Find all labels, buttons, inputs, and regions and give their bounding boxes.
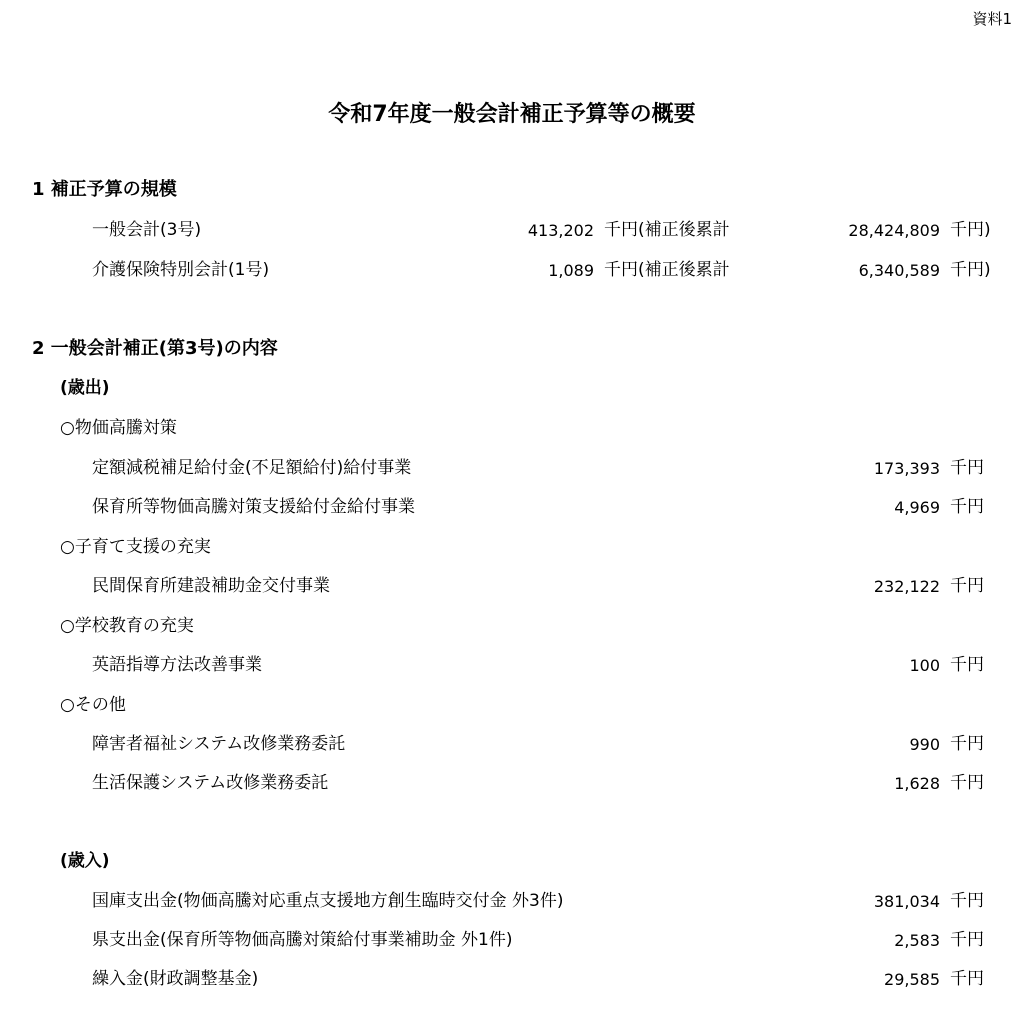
item-name: 生活保護システム改修業務委託 <box>92 773 329 793</box>
item-amount: 232,122 <box>873 577 940 596</box>
item-name: 障害者福祉システム改修業務委託 <box>92 734 346 754</box>
item-unit: 千円 <box>950 773 984 793</box>
expenditure-label: (歳出) <box>60 378 110 398</box>
item-amount: 29,585 <box>884 970 940 989</box>
scale-row-total: 6,340,589 <box>858 261 940 280</box>
item-unit: 千円 <box>950 576 984 596</box>
item-amount: 100 <box>909 656 940 675</box>
item-name: 保育所等物価高騰対策支援給付金給付事業 <box>92 497 415 517</box>
item-unit: 千円 <box>950 969 984 989</box>
item-amount: 1,628 <box>894 774 940 793</box>
item-unit: 千円 <box>950 891 984 911</box>
item-unit: 千円 <box>950 930 984 950</box>
document-label: 資料1 <box>972 10 1012 28</box>
item-name: 定額減税補足給付金(不足額給付)給付事業 <box>92 458 412 478</box>
section1-heading: 1 補正予算の規模 <box>32 179 177 200</box>
scale-row-name: 介護保険特別会計(1号) <box>92 260 270 280</box>
scale-row-name: 一般会計(3号) <box>92 220 202 240</box>
item-amount: 2,583 <box>894 931 940 950</box>
scale-row-total-unit: 千円) <box>950 260 991 280</box>
scale-row-unit: 千円(補正後累計 <box>604 260 730 280</box>
item-name: 民間保育所建設補助金交付事業 <box>92 576 330 596</box>
scale-row-amount: 1,089 <box>548 261 594 280</box>
category-label: ○子育て支援の充実 <box>60 537 211 557</box>
category-label: ○学校教育の充実 <box>60 616 194 636</box>
item-amount: 173,393 <box>873 459 940 478</box>
page-title: 令和7年度一般会計補正予算等の概要 <box>328 102 696 127</box>
category-label: ○その他 <box>60 695 126 715</box>
item-name: 繰入金(財政調整基金) <box>92 969 259 989</box>
item-unit: 千円 <box>950 655 984 675</box>
category-label: ○物価高騰対策 <box>60 418 177 438</box>
item-name: 県支出金(保育所等物価高騰対策給付事業補助金 外1件) <box>92 930 513 950</box>
scale-row-amount: 413,202 <box>527 221 594 240</box>
scale-row-unit: 千円(補正後累計 <box>604 220 730 240</box>
scale-row-total: 28,424,809 <box>848 221 940 240</box>
scale-row-total-unit: 千円) <box>950 220 991 240</box>
item-unit: 千円 <box>950 497 984 517</box>
item-unit: 千円 <box>950 734 984 754</box>
item-amount: 990 <box>909 735 940 754</box>
item-amount: 381,034 <box>873 892 940 911</box>
item-amount: 4,969 <box>894 498 940 517</box>
item-name: 英語指導方法改善事業 <box>92 655 262 675</box>
revenue-label: (歳入) <box>60 851 110 871</box>
section2-heading: 2 一般会計補正(第3号)の内容 <box>32 338 278 359</box>
item-unit: 千円 <box>950 458 984 478</box>
item-name: 国庫支出金(物価高騰対応重点支援地方創生臨時交付金 外3件) <box>92 891 564 911</box>
